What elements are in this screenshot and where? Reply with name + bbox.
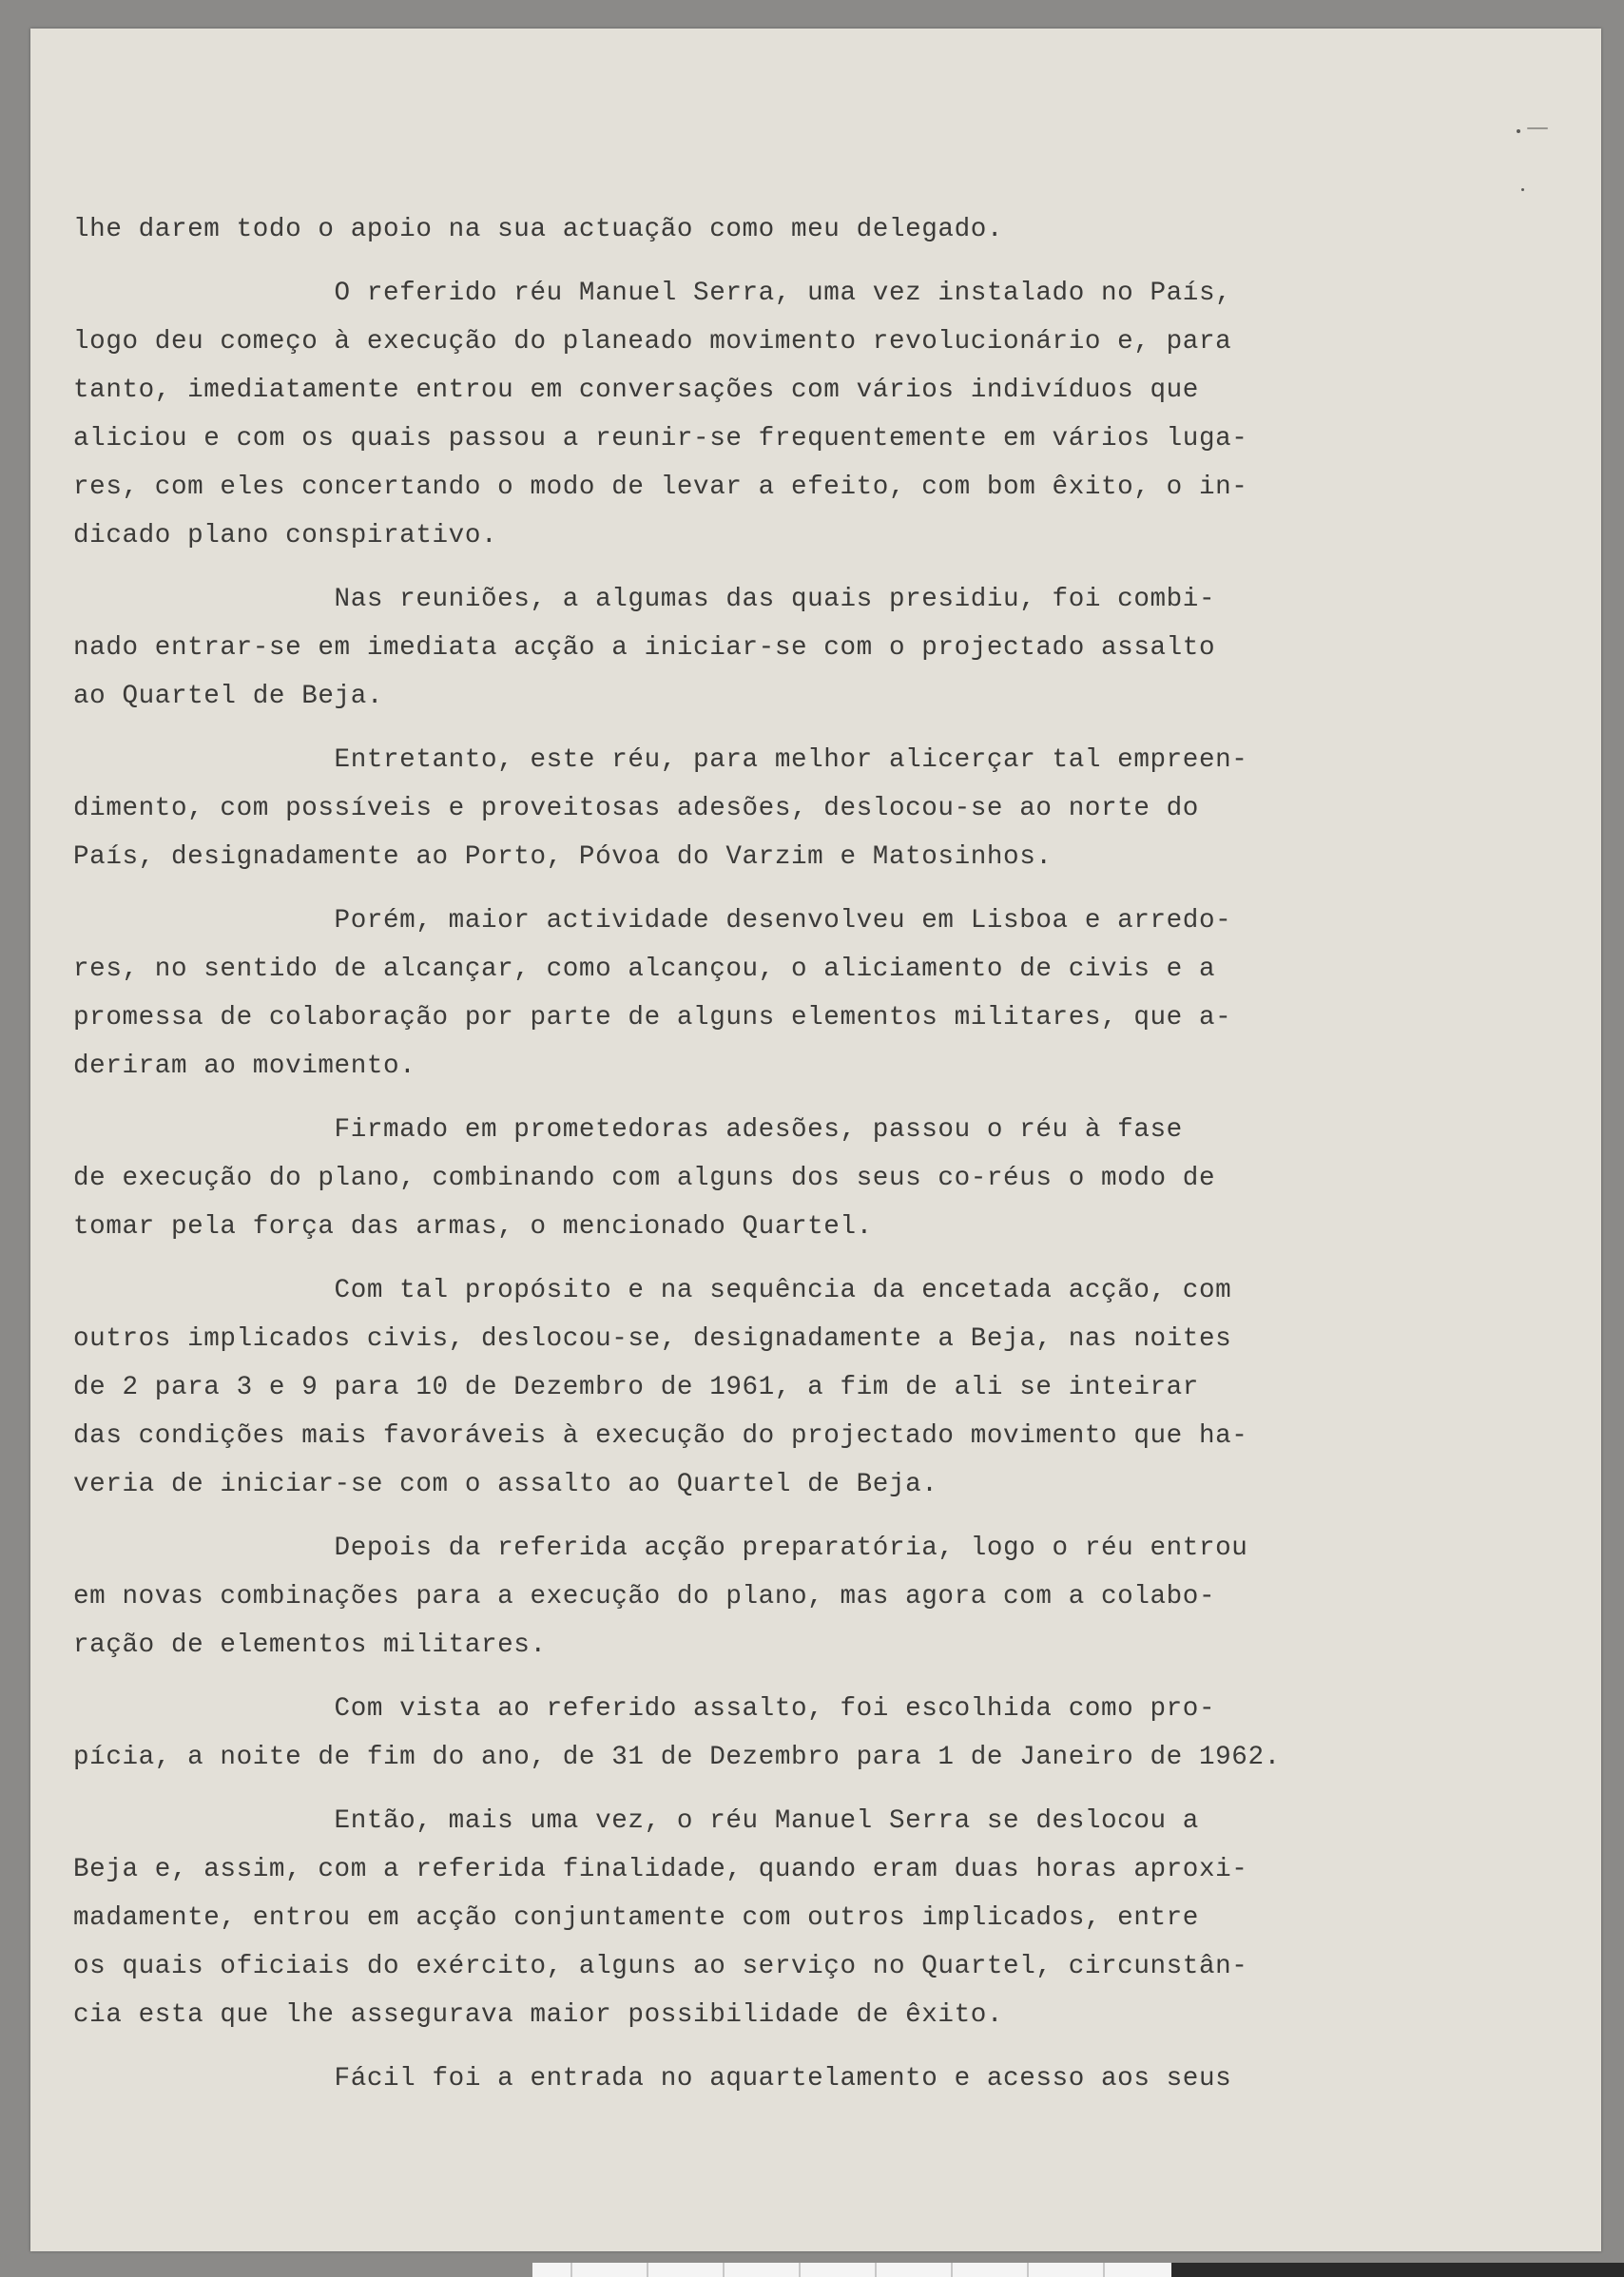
scan-color-strip <box>532 2263 1624 2277</box>
strip-tick <box>723 2263 725 2277</box>
paragraph-gap <box>73 1090 1385 1106</box>
strip-tick <box>875 2263 877 2277</box>
text-line: deriram ao movimento. <box>73 1052 416 1081</box>
text-line: Nas reuniões, a algumas das quais presidiu, foi combi- <box>73 585 1216 614</box>
text-line: ração de elementos militares. <box>73 1631 547 1660</box>
text-line: das condições mais favoráveis à execução do projectado movimento que ha- <box>73 1421 1248 1451</box>
text-line: tomar pela força das armas, o mencionado Quartel. <box>73 1212 873 1242</box>
paragraph-gap <box>73 254 1385 269</box>
text-line: Fácil foi a entrada no aquartelamento e acesso aos seus <box>73 2064 1232 2094</box>
paragraph-gap <box>73 721 1385 736</box>
text-line: promessa de colaboração por parte de alguns elementos militares, que a- <box>73 1003 1232 1032</box>
text-line: Porém, maior actividade desenvolveu em Lisboa e arredo- <box>73 906 1232 936</box>
text-line: nado entrar-se em imediata acção a iniciar-se com o projectado assalto <box>73 633 1216 663</box>
paragraph-gap <box>73 881 1385 897</box>
document-page <box>30 29 1601 2251</box>
paragraph-gap <box>73 1509 1385 1524</box>
text-line: dicado plano conspirativo. <box>73 521 498 550</box>
text-line: pícia, a noite de fim do ano, de 31 de Dezembro para 1 de Janeiro de 1962. <box>73 1743 1281 1772</box>
strip-tick <box>570 2263 572 2277</box>
paragraph-gap <box>73 1782 1385 1797</box>
text-line: de 2 para 3 e 9 para 10 de Dezembro de 1961, a fim de ali se inteirar <box>73 1373 1199 1402</box>
text-line: madamente, entrou em acção conjuntamente com outros implicados, entre <box>73 1903 1199 1933</box>
text-line: veria de iniciar-se com o assalto ao Quartel de Beja. <box>73 1470 938 1499</box>
strip-tick <box>1103 2263 1105 2277</box>
text-line: outros implicados civis, deslocou-se, designadamente a Beja, nas noites <box>73 1324 1232 1354</box>
text-line: Firmado em prometedoras adesões, passou o réu à fase <box>73 1115 1183 1145</box>
text-line: Beja e, assim, com a referida finalidade, quando eram duas horas aproxi- <box>73 1855 1248 1884</box>
text-line: lhe darem todo o apoio na sua actuação como meu delegado. <box>73 215 1004 244</box>
paragraph-gap <box>73 1669 1385 1685</box>
strip-dark-segment <box>1171 2263 1624 2277</box>
text-line: os quais oficiais do exército, alguns ao serviço no Quartel, circunstân- <box>73 1952 1248 1981</box>
text-line: res, com eles concertando o modo de levar a efeito, com bom êxito, o in- <box>73 473 1248 502</box>
text-line: logo deu começo à execução do planeado movimento revolucionário e, para <box>73 327 1232 357</box>
strip-tick <box>951 2263 953 2277</box>
text-line: dimento, com possíveis e proveitosas adesões, deslocou-se ao norte do <box>73 794 1199 823</box>
paragraph-gap <box>73 2039 1385 2055</box>
text-line: tanto, imediatamente entrou em conversações com vários indivíduos que <box>73 376 1199 405</box>
text-line: ao Quartel de Beja. <box>73 682 384 711</box>
text-line: cia esta que lhe assegurava maior possibilidade de êxito. <box>73 2000 1004 2030</box>
strip-tick <box>647 2263 648 2277</box>
text-line: em novas combinações para a execução do plano, mas agora com a colabo- <box>73 1582 1216 1611</box>
strip-tick <box>799 2263 801 2277</box>
paragraph-gap <box>73 560 1385 575</box>
strip-tick <box>1027 2263 1029 2277</box>
text-line: aliciou e com os quais passou a reunir-se frequentemente em vários luga- <box>73 424 1248 453</box>
text-line: Então, mais uma vez, o réu Manuel Serra se deslocou a <box>73 1806 1199 1836</box>
ink-speck <box>1521 188 1524 191</box>
text-line: País, designadamente ao Porto, Póvoa do Varzim e Matosinhos. <box>73 842 1053 872</box>
text-line: Depois da referida acção preparatória, logo o réu entrou <box>73 1534 1248 1563</box>
text-line: Com tal propósito e na sequência da encetada acção, com <box>73 1276 1232 1305</box>
ink-speck <box>1517 129 1520 133</box>
text-line: Entretanto, este réu, para melhor alicerçar tal empreen- <box>73 745 1248 775</box>
text-line: O referido réu Manuel Serra, uma vez instalado no País, <box>73 279 1232 308</box>
paragraph-gap <box>73 1251 1385 1266</box>
text-line: res, no sentido de alcançar, como alcançou, o aliciamento de civis e a <box>73 955 1216 984</box>
text-line: de execução do plano, combinando com alguns dos seus co-réus o modo de <box>73 1164 1216 1193</box>
typewritten-text <box>73 205 1385 2103</box>
text-line: Com vista ao referido assalto, foi escolhida como pro- <box>73 1694 1216 1724</box>
ink-speck <box>1527 127 1548 129</box>
